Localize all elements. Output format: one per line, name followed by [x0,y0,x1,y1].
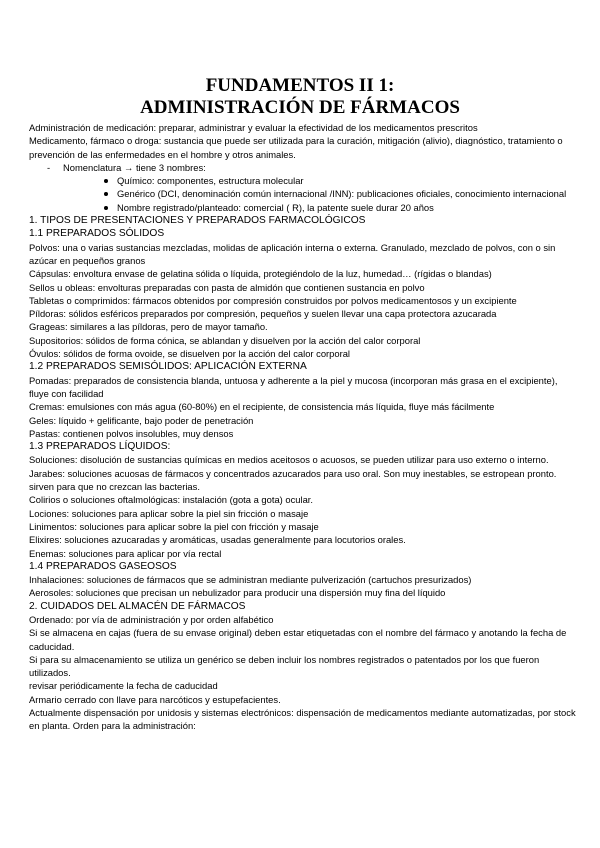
paragraph-cajas: Si se almacena en cajas (fuera de su envase original) deben estar etiquetadas con el nombre del fármaco y anotando la fecha de caducidad. [29,627,567,652]
list-item-generico: Genérico (DCI, denominación común internacional /INN): publicaciones oficiales, conocimiento internacional [63,187,576,200]
paragraph-caducidad: revisar periódicamente la fecha de caducidad [29,680,218,692]
paragraph-jarabes: Jarabes: soluciones acuosas de fármacos y concentrados azucarados para uso oral. Son muy inestables, se estropean pronto. sirven para que no crezcan las bacterias. [29,467,557,493]
nomenclature-names-list [63,174,576,214]
subsection-heading-liquidos: 1.3 PREPARADOS LÍQUIDOS: [29,441,171,453]
document-body [29,121,576,733]
nomenclature-label: Nomenclatura → tiene 3 nombres: [63,161,206,173]
nomenclature-item [29,161,576,214]
paragraph-pastas: Pastas: contienen polvos insolubles, muy densos [29,427,234,439]
paragraph-linimentos: Linimentos: soluciones para aplicar sobre la piel con fricción y masaje [29,520,319,532]
paragraph-tabletas: Tabletas o comprimidos: fármacos obtenidos por compresión construidos por polvos medicamentosos y un excipiente [29,294,517,306]
section-heading-2: 2. CUIDADOS DEL ALMACÉN DE FÁRMACOS [29,600,246,612]
paragraph-administracion: Administración de medicación: preparar, administrar y evaluar la efectividad de los medicamentos prescritos [29,122,478,133]
subsection-heading-semisolidos: 1.2 PREPARADOS SEMISÓLIDOS: APLICACIÓN EXTERNA [29,361,307,373]
nomenclature-list [29,161,576,214]
paragraph-armario: Armario cerrado con llave para narcóticos y estupefacientes. [29,693,281,705]
paragraph-generico: Si para su almacenamiento se utiliza un genérico se deben incluir los nombres registrados o patentados por los que fueron utilizados. [29,653,540,679]
paragraph-inhalaciones: Inhalaciones: soluciones de fármacos que se administran mediante pulverización (cartuchos presurizados) [29,574,472,586]
paragraph-aerosoles: Aerosoles: soluciones que precisan un nebulizador para producir una dispersión muy fina del líquido [29,587,446,599]
paragraph-grageas: Grageas: similares a las píldoras, pero de mayor tamaño. [29,321,268,333]
document-title-line-1: FUNDAMENTOS II 1: [205,75,395,96]
paragraph-sellos: Sellos u obleas: envolturas preparadas con pasta de almidón que contienen sustancia en polvo [29,281,425,293]
paragraph-dispensacion: Actualmente dispensación por unidosis y sistemas electrónicos: dispensación de medicamentos mediante automatizadas, por stock en planta. Orden para la administración: [29,707,576,732]
paragraph-supositorios: Supositorios: sólidos de forma cónica, se ablandan y disuelven por la acción del calor corporal [29,334,421,346]
subsection-heading-solidos: 1.1 PREPARADOS SÓLIDOS [29,228,165,240]
paragraph-polvos: Polvos: una o varias sustancias mezcladas, molidas de aplicación interna o externa. Granulado, mezclado de polvos, con o sin azúcar en pequeños granos [29,241,556,266]
paragraph-soluciones: Soluciones: disolución de sustancias químicas en medios aceitosos o acuosos, se pueden utilizar para uso externo o interno. [29,454,549,466]
paragraph-cremas: Cremas: emulsiones con más agua (60-80%) en el recipiente, de consistencia más líquida, fluye más fácilmente [29,401,495,413]
paragraph-ovulos: Óvulos: sólidos de forma ovoide, se disuelven por la acción del calor corporal [29,348,351,360]
paragraph-pomadas: Pomadas: preparados de consistencia blanda, untuosa y adherente a la piel y mucosa (incorporan más grasa en el excipiente), fluye con facilidad [29,374,558,399]
paragraph-colirios: Colirios o soluciones oftalmológicas: instalación (gota a gota) ocular. [29,494,314,506]
paragraph-medicamento: Medicamento, fármaco o droga: sustancia que puede ser utilizada para la curación, mitigación (alivio), diagnóstico, tratamiento o prevención de las enfermedades en el hombre y otros animales. [29,135,563,160]
list-item-quimico: Químico: componentes, estructura molecular [63,174,576,187]
paragraph-capsulas: Cápsulas: envoltura envase de gelatina sólida o líquida, protegiéndolo de la luz, humedad… (rígidas o blandas) [29,268,492,280]
paragraph-ordenado: Ordenado: por vía de administración y por orden alfabético [29,613,274,625]
subsection-heading-gaseosos: 1.4 PREPARADOS GASEOSOS [29,560,177,572]
paragraph-enemas: Enemas: soluciones para aplicar por vía rectal [29,547,222,559]
paragraph-lociones: Lociones: soluciones para aplicar sobre la piel sin fricción o masaje [29,507,309,519]
document-title-line-2: ADMINISTRACIÓN DE FÁRMACOS [140,97,460,118]
paragraph-geles: Geles: líquido + gelificante, bajo poder de penetración [29,414,254,426]
list-item-registrado: Nombre registrado/planteado: comercial ( R), la patente suele durar 20 años [63,201,576,214]
section-heading-1: 1. TIPOS DE PRESENTACIONES Y PREPARADOS FARMACOLÓGICOS [29,215,366,227]
paragraph-elixires: Elixires: soluciones azucaradas y aromáticas, usadas generalmente para locutorios orales. [29,534,406,546]
paragraph-pildoras: Píldoras: sólidos esféricos preparados por compresión, pequeños y suelen llevar una capa protectora azucarada [29,308,497,320]
